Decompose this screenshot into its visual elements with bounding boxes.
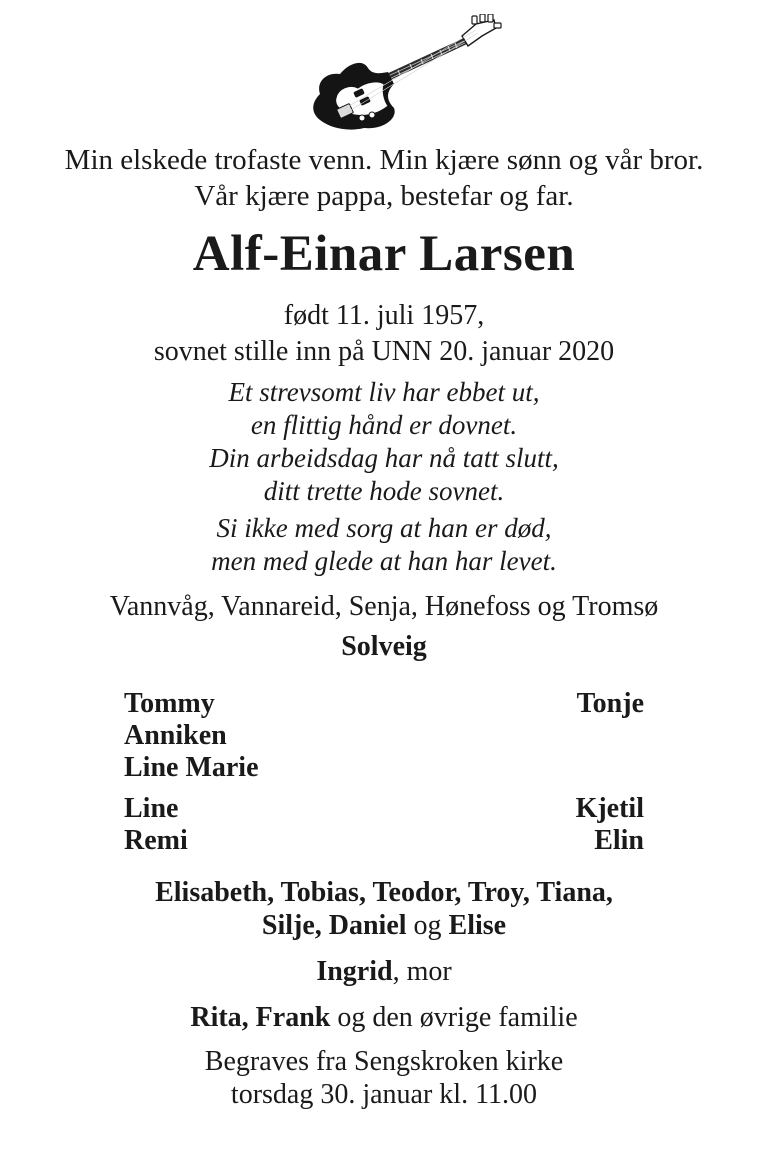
places: Vannvåg, Vannareid, Senja, Hønefoss og Tromsø — [109, 591, 659, 622]
grandchildren-line-1: Elisabeth, Tobias, Teodor, Troy, Tiana, — [155, 877, 613, 908]
bass-guitar-icon — [306, 14, 502, 136]
spouse-name: Solveig — [341, 631, 427, 662]
mother-relation: , mor — [392, 956, 452, 987]
children-group-right-1 — [577, 688, 644, 720]
children-group-right-2 — [576, 793, 644, 857]
family-name: Kjetil — [575, 793, 644, 824]
intro-line-2: Vår kjære pappa, bestefar og far. — [194, 180, 574, 212]
family-name: Line Marie — [124, 752, 259, 783]
death-date: sovnet stille inn på UNN 20. januar 2020 — [153, 336, 615, 367]
family-rest: og den øvrige familie — [330, 1002, 578, 1033]
funeral-info — [0, 1045, 768, 1111]
grandchildren-line-2 — [0, 909, 768, 942]
poem-line: Si ikke med sorg at han er død, — [216, 513, 552, 543]
grandchildren-last-name: Elise — [448, 910, 507, 941]
poem-stanza-2 — [0, 512, 768, 578]
mother-name: Ingrid — [316, 956, 393, 987]
conjunction: og — [406, 910, 449, 941]
poem-line: Din arbeidsdag har nå tatt slutt, — [209, 443, 559, 473]
poem-stanza-1 — [0, 376, 768, 508]
poem-line: Et strevsomt liv har ebbet ut, — [228, 377, 540, 407]
family-line — [0, 1000, 768, 1036]
dates — [0, 298, 768, 370]
grandchildren — [0, 876, 768, 942]
grandchildren-names: Silje, Daniel — [261, 910, 407, 941]
family-name: Tonje — [576, 688, 644, 719]
children-group-left-1 — [124, 688, 259, 784]
family-names: Rita, Frank — [190, 1002, 331, 1033]
family-name: Elin — [594, 825, 644, 856]
intro-text — [0, 142, 768, 214]
poem-line: ditt trette hode sovnet. — [263, 476, 505, 506]
deceased-name: Alf-Einar Larsen — [192, 226, 576, 282]
mother-line — [0, 954, 768, 990]
family-name: Remi — [124, 825, 188, 856]
poem-line: en flittig hånd er dovnet. — [250, 410, 518, 440]
funeral-time: torsdag 30. januar kl. 11.00 — [230, 1079, 538, 1110]
family-name: Anniken — [124, 720, 227, 751]
family-name: Line — [124, 793, 179, 824]
poem-line: men med glede at han har levet. — [211, 546, 557, 576]
children-group-left-2 — [124, 793, 188, 857]
birth-date: født 11. juli 1957, — [283, 300, 485, 331]
intro-line-1: Min elskede trofaste venn. Min kjære sønn og vår bror. — [64, 144, 704, 176]
family-name: Tommy — [124, 688, 215, 719]
funeral-place: Begraves fra Sengskroken kirke — [204, 1046, 564, 1077]
